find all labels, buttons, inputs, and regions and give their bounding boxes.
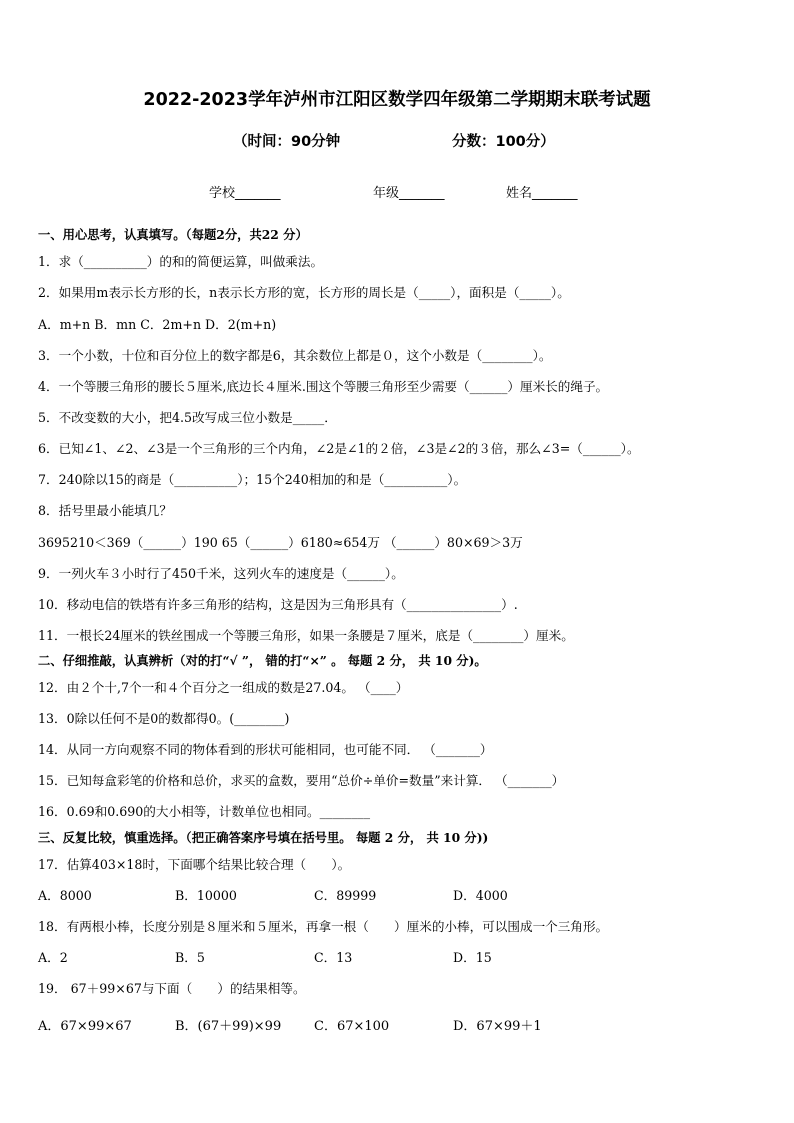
question-6: 6．已知∠1、∠2、∠3是一个三角形的三个内角，∠2是∠1的２倍，∠3是∠2的３倍，那么∠3=（______）。 — [38, 441, 640, 456]
q17-choice-a: A．8000 — [38, 888, 92, 903]
question-9: 9．一列火车３小时行了450千米，这列火车的速度是（______）。 — [38, 566, 404, 581]
question-14: 14．从同一方向观察不同的物体看到的形状可能相同，也可能不同． （_______） — [38, 742, 493, 757]
exam-time: （时间：90分钟 — [233, 134, 341, 150]
q19-choice-a: A．67×99×67 — [38, 1019, 132, 1034]
question-12: 12．由２个十,7个一和４个百分之一组成的数是27.04。 （____） — [38, 680, 409, 695]
q17-choice-b: B．10000 — [175, 888, 237, 903]
q18-choice-b: B．5 — [175, 950, 205, 965]
q19-choice-c: C．67×100 — [314, 1019, 390, 1034]
q18-choice-c: C．13 — [314, 950, 353, 965]
q18-choice-d: D．15 — [453, 950, 492, 965]
q17-choice-d: D．4000 — [453, 888, 508, 903]
q18-choice-a: A．2 — [38, 950, 68, 965]
question-4: 4．一个等腰三角形的腰长５厘米,底边长４厘米.围这个等腰三角形至少需要（______）厘米长的绳子。 — [38, 379, 609, 394]
page-title: 2022-2023学年泸州市江阳区数学四年级第二学期期末联考试题 — [143, 90, 651, 110]
question-7: 7．240除以15的商是（__________）；15个240相加的和是（__________）。 — [38, 472, 467, 487]
question-3: 3．一个小数，十位和百分位上的数字都是6，其余数位上都是０，这个小数是（________）。 — [38, 348, 552, 363]
question-16: 16．0.69和0.690的大小相等，计数单位也相同。________ — [38, 804, 370, 819]
q17-choice-c: C．89999 — [314, 888, 377, 903]
grade-field: 年级_______ — [373, 186, 445, 201]
q19-choice-b: B．(67＋99)×99 — [175, 1019, 282, 1034]
question-11: 11．一根长24厘米的铁丝围成一个等腰三角形，如果一条腰是７厘米，底是（________）厘米。 — [38, 628, 574, 643]
section-1-heading: 一、用心思考，认真填写。（每题2分，共22 分） — [38, 227, 308, 242]
question-18: 18．有两根小棒，长度分别是８厘米和５厘米，再拿一根（ ）厘米的小棒，可以围成一个三角形。 — [38, 919, 609, 934]
section-2-heading: 二、仔细推敲，认真辨析（对的打“√ ”， 错的打“×” 。 每题 2 分， 共 10 分)。 — [38, 653, 487, 668]
name-field: 姓名_______ — [506, 186, 578, 201]
question-5: 5．不改变数的大小，把4.5改写成三位小数是_____． — [38, 410, 337, 425]
question-8: 8．括号里最小能填几？ — [38, 503, 172, 518]
question-10: 10．移动电信的铁塔有许多三角形的结构，这是因为三角形具有（_______________）. — [38, 597, 518, 612]
q19-choice-d: D．67×99＋1 — [453, 1019, 542, 1034]
question-8-items: 3695210＜369（______）190 65（______）6180≈654万 （______）80×69＞3万 — [38, 535, 523, 550]
question-15: 15．已知每盒彩笔的价格和总价，求买的盒数，要用“总价÷单价=数量”来计算． （_______） — [38, 773, 565, 788]
question-19: 19． 67＋99×67与下面（ ）的结果相等。 — [38, 981, 306, 996]
question-2-choices: A．m+n B．mn C．2m+n D．2(m+n) — [38, 317, 277, 332]
section-3-heading: 三、反复比较，慎重选择。（把正确答案序号填在括号里。 每题 2 分， 共 10 分)) — [38, 830, 489, 845]
question-17: 17．估算403×18时，下面哪个结果比较合理（ ）。 — [38, 857, 351, 872]
exam-score: 分数：100分） — [452, 134, 555, 150]
question-13: 13．0除以任何不是0的数都得0。(________) — [38, 711, 290, 726]
question-1: 1．求（__________）的和的简便运算，叫做乘法。 — [38, 254, 324, 269]
school-field: 学校_______ — [209, 186, 281, 201]
question-2: 2．如果用m表示长方形的长，n表示长方形的宽，长方形的周长是（_____），面积是（_____）。 — [38, 285, 570, 300]
